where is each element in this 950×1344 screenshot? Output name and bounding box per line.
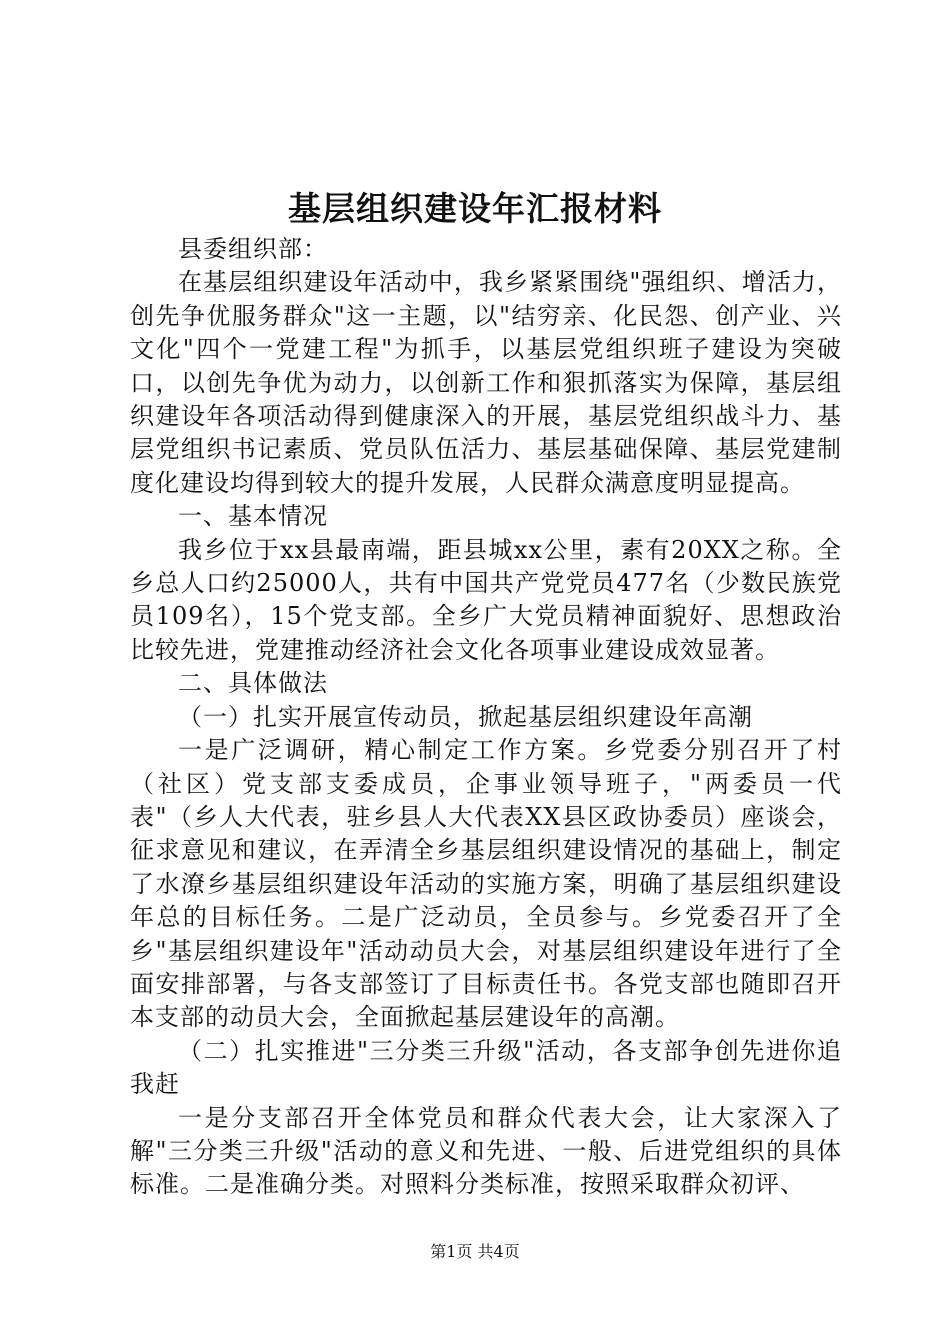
subheading-three-classifications: （二）扎实推进"三分类三升级"活动，各支部争创先进你追我赶 xyxy=(130,1036,842,1099)
section-heading-specific-practices: 二、具体做法 xyxy=(178,669,328,698)
publicity-mobilization-paragraph: 一是广泛调研，精心制定工作方案。乡党委分别召开了村（社区）党支部支委成员，企事业领导班子，"两委员一代表"（乡人大代表，驻乡县人大代表XX县区政协委员）座谈会，征求意见和建议，在弄清全乡基层组织建设情况的基础上，制定了水潦乡基层组织建设年活动的实施方案，明确了基层组织建设年总的目标任务。二是广泛动员，全员参与。乡党委召开了全乡"基层组织建设年"活动动员大会，对基层组织建设年进行了全面安排部署，与各支部签订了目标责任书。各党支部也随即召开本支部的动员大会，全面掀起基层建设年的高潮。 xyxy=(130,736,842,1032)
salutation-paragraph: 县委组织部： xyxy=(178,235,328,263)
page-footer: 第1页 共4页 xyxy=(430,1242,520,1261)
section-heading-basic-situation: 一、基本情况 xyxy=(178,502,328,531)
basic-situation-paragraph: 我乡位于xx县最南端，距县城xx公里，素有20XX之称。全乡总人口约25000人，共有中国共产党党员477名（少数民族党员109名），15个党支部。全乡广大党员精神面貌好、思想政治比较先进，党建推动经济社会文化各项事业建设成效显著。 xyxy=(130,535,842,664)
three-classifications-paragraph: 一是分支部召开全体党员和群众代表大会，让大家深入了解"三分类三升级"活动的意义和先进、一般、后进党组织的具体标准。二是准确分类。对照料分类标准，按照采取群众初评、 xyxy=(130,1103,842,1199)
document-body xyxy=(130,233,842,1202)
intro-paragraph: 在基层组织建设年活动中，我乡紧紧围绕"强组织、增活力，创先争优服务群众"这一主题，以"结穷亲、化民怨、创产业、兴文化"四个一党建工程"为抓手，以基层党组织班子建设为突破口，以创先争优为动力，以创新工作和狠抓落实为保障，基层组织建设年各项活动得到健康深入的开展，基层党组织战斗力、基层党组织书记素质、党员队伍活力、基层基础保障、基层党建制度化建设均得到较大的提升发展，人民群众满意度明显提高。 xyxy=(130,268,842,497)
subheading-publicity-mobilization: （一）扎实开展宣传动员，掀起基层组织建设年高潮 xyxy=(178,702,753,731)
document-title: 基层组织建设年汇报材料 xyxy=(288,189,662,228)
